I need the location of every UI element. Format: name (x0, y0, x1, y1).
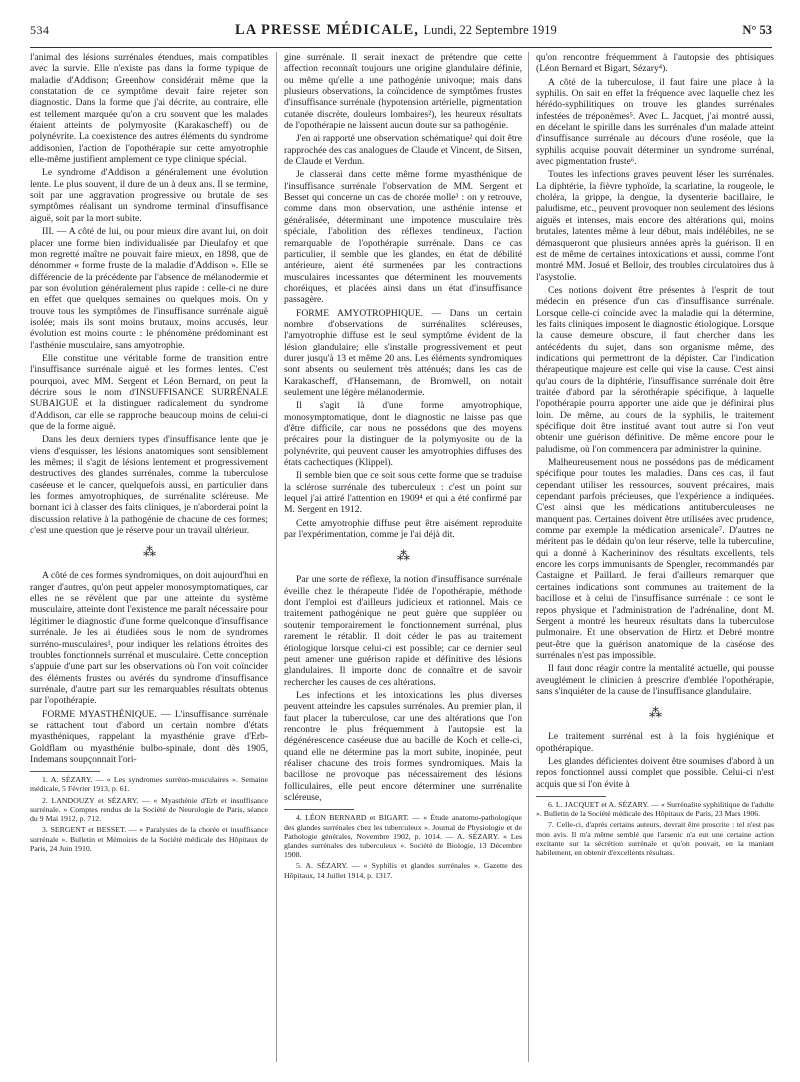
footnote-rule (284, 809, 354, 810)
column-3 (536, 52, 774, 1074)
column-2 (284, 52, 522, 1074)
paragraph: Je classerai dans cette même forme myasthénique de l'insuffisance surrénale l'observation de MM. Sergent et Besset qui concerne un cas de chorée molle³ : on y retrouve, comme dans mon observation, une asthénie intense et généralisée, déterminant une impotence musculaire très spéciale, l'abolition des réflexes tendineux, l'action remarquable de l'opothérapie surrénale. Dans ce cas particulier, il semble que les glandes, en état de débilité antérieure, aient été surmenées par les contractions musculaires incessantes que déterminent les mouvements choréiques, et placées ainsi dans un état d'insuffisance passagère. (284, 169, 522, 306)
paragraph: gine surrénale. Il serait inexact de prétendre que cette affection reconnaît toujours une origine glandulaire définie, ou même qu'elle a une pathogénie univoque; mais dans plusieurs observations, la coïncidence de symptômes frustes d'insuffisance surrénale (hypotension artérielle, pigmentation cutanée discrète, douleurs lombaires²), les heureux résultats de l'opothérapie ne laissent aucun doute sur sa pathogénie. (284, 52, 522, 132)
page-number: 534 (30, 23, 50, 37)
footnote: 7. Celle-ci, d'après certains auteurs, devrait être proscrite : tel n'est pas mon avis. Il m'a même semblé que l'arsenic n'a eut une certaine action excitante sur la sécrétion surrénale et qu'on pouvait, en la maniant habilement, en obtenir d'excellents résultats. (536, 820, 774, 857)
paragraph: Malheureusement nous ne possédons pas de médicament spécifique pour toutes les maladies. Dans ces cas, il faut cependant utiliser les ressources, souvent précaires, mais cependant parfois précieuses, que l'expérience a indiquées. C'est ainsi que les médications antituberculeuses ne manquent pas. Certaines doivent être utilisées avec prudence, comme par exemple la médication arsenicale⁷. D'autres ne méritent pas le dédain qu'on leur réserve, telle la tuberculine, qui a donné à Kacherininov des résultats excellents, tels encore les corps immunisants de Spengler, recommandés par Castaigne et Paillard. Je ferai d'ailleurs remarquer que certaines indications sont communes au traitement de la bacillose et à celui de l'insuffisance surrénale : ce sont le repos physique et l'administration de l'adrénaline, dont M. Sergent a montré les heureux résultats dans la tuberculose pulmonaire. Et une observation de Hirtz et Debré montre peut-être que la guérison anatomique de la caséose des surrénales n'est pas impossible. (536, 457, 774, 661)
paragraph: Il semble bien que ce soit sous cette forme que se traduise la sclérose surrénale des tuberculeux : c'est un point sur lequel j'ai attiré l'attention en 1909⁴ et qui a été confirmé par M. Sergent en 1912. (284, 470, 522, 516)
issue-number: N° 53 (742, 23, 772, 37)
column-divider (276, 52, 277, 1062)
paragraph: Le traitement surrénal est à la fois hygiénique et opothérapique. (536, 731, 774, 754)
section-separator: ⁂ (649, 705, 661, 721)
paragraph: qu'on rencontre fréquemment à l'autopsie des phtisiques (Léon Bernard et Bigart, Sézary⁴). (536, 52, 774, 75)
paragraph: Ces notions doivent être présentes à l'esprit de tout médecin en présence d'un cas d'insuffisance surrénale. Lorsque celle-ci coïncide avec la maladie qui la détermine, les faits cliniques imposent le diagnostic étiologique. Lorsque la cause demeure obscure, il faut chercher dans les antécédents du sujet, dans son organisme même, des indications qui permettront de la dépister. Car l'indication thérapeutique majeure est celle qui vise la cause. C'est ainsi qu'au cours de la diphtérie, l'insuffisance surrénale doit être traitée d'abord par la sérothérapie spécifique, à laquelle l'opothérapie pourra apporter une aide que je définirai plus loin. De même, au cours de la syphilis, le traitement spécifique doit être institué avant tout autre si l'on veut obtenir une guérison définitive. De même encore pour le paludisme, où l'on commencera par administrer la quinine. (536, 284, 774, 455)
paragraph: Il s'agit là d'une forme amyotrophique, monosymptomatique, dont le diagnostic ne laisse pas que d'être difficile, car nous ne possédons que des moyens précaires pour la distinguer de la polymyosite ou de la polynévrite, qui peuvent causer les amyotrophies diffuses des états cachectiques (Klippel). (284, 400, 522, 469)
paragraph: Il faut donc réagir contre la mentalité actuelle, qui pousse aveuglément le clinicien à prescrire d'emblée l'opothérapie, sans s'inquiéter de la cause de l'insuffisance glandulaire. (536, 663, 774, 697)
paragraph: Elle constitue une véritable forme de transition entre l'insuffisance surrénale aiguë et les formes lentes. C'est pourquoi, avec MM. Sergent et Léon Bernard, on peut la décrire sous le nom d'INSUFFISANCE SURRÉNALE SUBAIGUË et la distinguer radicalement du syndrome d'Addison, car elle se rapproche beaucoup moins de celui-ci que de la forme aiguë. (30, 352, 268, 432)
footnote-rule (536, 796, 606, 797)
paragraph: FORME AMYOTROPHIQUE. — Dans un certain nombre d'observations de surrénalites scléreuses, l'amyotrophie diffuse est le seul symptôme évident de la lésion glandulaire; elle s'installe progressivement et peut durer jusqu'à 13 et même 20 ans. Les éléments syndromiques sont absents ou seulement très atténués; dans les cas de Karakascheff, d'Hansemann, de Bromwell, on notait seulement une légère mélanodermie. (284, 307, 522, 398)
paragraph: A côté de la tuberculose, il faut faire une place à la syphilis. On sait en effet la fréquence avec laquelle chez les hérédo-syphilitiques on trouve les glandes surrénales infestées de tréponèmes⁵. Avec L. Jacquet, j'ai montré aussi, en décelant le spirille dans les surrénales d'un malade atteint d'insuffisance surrénale au décours d'une roséole, que la syphilis acquise pouvait déterminer un syndrome surrénal, avec pigmentation fruste⁶. (536, 76, 774, 168)
footnote: 6. L. JACQUET et A. SÉZARY. — « Surrénalite syphilitique de l'adulte ». Bulletin de la Société médicale des Hôpitaux de Paris, 23 Mars 1906. (536, 799, 774, 819)
paragraph: Les glandes déficientes doivent être soumises d'abord à un repos fonctionnel aussi complet que possible. Celui-ci n'est acquis que si l'on évite à (536, 755, 774, 790)
footnote: 1. A. SÉZARY. — « Les syndromes surréno-musculaires ». Semaine médicale, 5 Février 1913, p. 61. (30, 775, 268, 794)
issue-date: Lundi, 22 Septembre 1919 (423, 23, 557, 37)
paragraph: A côté de ces formes syndromiques, on doit aujourd'hui en ranger d'autres, qu'on peut appeler monosymptomatiques, car elles ne se révèlent que par une atteinte du système musculaire, atteinte dont l'existence me paraît nécessaire pour légitimer le diagnostic d'une forme quelconque d'insuffisance surrénale. Je les ai étudiées sous le nom de syndromes surréno-musculaires¹, pour indiquer les relations étroites des troubles fonctionnels surrénal et musculaire. Cette conception s'appuie d'une part sur les observations où l'on voit coïncider des éléments frustes ou avérés du syndrome d'insuffisance surrénale, d'autre part sur les remarquables résultats obtenus par l'opothérapie. (30, 570, 268, 707)
paragraph: Le syndrome d'Addison a généralement une évolution lente. Le plus souvent, il dure de un à deux ans. Il se termine, soit par une aggravation progressive ou brutale de ses symptômes réalisant un syndrome terminal d'insuffisance aiguë, soit par la mort subite. (30, 167, 268, 224)
paragraph: FORME MYASTHÉNIQUE. — L'insuffisance surrénale se rattachent tout d'abord un certain nombre d'états myasthéniques, rappelant la myasthénie grave d'Erb-Goldflam ou myasthénie bulbo-spinale, dont dès 1905, Indemans soupçonnait l'ori- (30, 708, 268, 765)
paragraph: Cette amyotrophie diffuse peut être aisément reproduite par l'expérimentation, comme je l'ai déjà dit. (284, 517, 522, 541)
section-separator: ⁂ (143, 544, 155, 560)
footnote: 2. LANDOUZY et SÉZARY. — « Myasthénie d'Erb et insuffisance surrénale. » Comptes rendus de la Société de Neurologie de Paris, séance du 9 Mai 1912, p. 712. (30, 795, 268, 824)
journal-name: LA PRESSE MÉDICALE, (235, 22, 419, 38)
paragraph: Dans les deux derniers types d'insuffisance lente que je viens d'esquisser, les lésions anatomiques sont sensiblement les mêmes; il s'agit de lésions lentement et progressivement destructives des glandes surrénales, comme la tuberculose caséeuse et le cancer, quelquefois aussi, en particulier dans les formes amyotrophiques, de surrénalite scléreuse. Me bornant ici à classer des faits cliniques, je n'aborderai point la discussion relative à la pathogénie de chacune de ces formes; c'est une question que je réserve pour un travail ultérieur. (30, 434, 268, 537)
footnote: 5. A. SÉZARY. — « Syphilis et glandes surrénales ». Gazette des Hôpitaux, 14 Juillet 1914, p. 1317. (284, 861, 522, 880)
footnote: 3. SERGENT et BESSET. — « Paralysies de la chorée et insuffisance surrénale ». Bulletin et Mémoires de la Société médicale des Hôpitaux de Paris, 24 Juin 1910. (30, 825, 268, 853)
paragraph: III. — A côté de lui, ou pour mieux dire avant lui, on doit placer une forme bien individualisée par Dieulafoy et que mon regretté maître ne pouvait faire mieux, en 1898, que de dénommer « forme fruste de la maladie d'Addison ». Elle se différencie de la précédente par l'absence de mélanodermie et par son évolution généralement plus rapide : celle-ci ne dure en effet que quelques semaines ou quelques mois. On y trouve tous les symptômes de l'insuffisance surrénale aiguë isolée; mais ils sont moins brutaux, moins accusés, leur évolution est moins courte : le phénomène prédominant est l'asthénie musculaire, sans amyotrophie. (30, 226, 268, 351)
footnote-rule (30, 771, 100, 772)
paragraph: Les infections et les intoxications les plus diverses peuvent atteindre les capsules surrénales. Au premier plan, il faut placer la tuberculose, car une des altérations que l'on rencontre le plus fréquemment à l'autopsie est la dégénérescence caséeuse due au bacille de Koch et celle-ci, quand elle ne détermine pas la mort subite, inopinée, peut réaliser chacune des trois formes syndromiques. Mais la bacillose ne provoque pas nécessairement des lésions folliculaires, elle peut encore déterminer une surrénalite scléreuse, (284, 689, 522, 803)
column-1 (30, 52, 268, 1074)
paragraph: l'animal des lésions surrénales étendues, mais compatibles avec la survie. Elle n'existe pas dans la forme typique de maladie d'Addison; Greenhow considérait même que la constatation de ce symptôme devait faire rejeter son diagnostic. Dans la forme que j'ai décrite, au contraire, elle est tellement marquée qu'on a cru souvent que les malades étaient atteints de polymyosite (Karakascheff) ou de polynévrite. La coexistence des autres éléments du syndrome addisonien, l'action de l'opothérapie sur cette amyotrophie elle-même justifient amplement ce type clinique spécial. (30, 52, 268, 166)
page-header (30, 22, 772, 48)
section-separator: ⁂ (397, 548, 409, 564)
paragraph: Toutes les infections graves peuvent léser les surrénales. La diphtérie, la fièvre typhoïde, la scarlatine, la rougeole, le choléra, la grippe, la dengue, la dysenterie bacillaire, le paludisme, etc., peuvent provoquer non seulement des lésions aiguës et intenses, mais encore des altérations qui, moins brutales, latentes même à leur début, mais indélébiles, ne se démasqueront que plusieurs années après la guérison. Il en est de même de certaines intoxications et aussi, comme l'ont montré MM. Josué et Belloir, des troubles circulatoires dus à l'asystolie. (536, 169, 774, 283)
column-divider (528, 52, 529, 1062)
paragraph: Par une sorte de réflexe, la notion d'insuffisance surrénale éveille chez le thérapeute l'idée de l'opothérapie, méthode dont l'emploi est d'ailleurs judicieux et rationnel. Mais ce traitement pathogénique ne peut guère que suppléer ou soutenir temporairement le fonctionnement surrénal, plus rarement le rétablir. Il doit céder le pas au traitement étiologique lorsque celui-ci est possible; car ce dernier seul peut amener une guérison rapide et définitive des lésions glandulaires. Il importe donc de connaître et de savoir rechercher les causes de ces altérations. (284, 574, 522, 688)
paragraph: J'en ai rapporté une observation schématique² qui doit être rapprochée des cas analogues de Claude et Vincent, de Sitsen, de Claude et Verdun. (284, 133, 522, 168)
footnote: 4. LÉON BERNARD et BIGART. — « Étude anatomo-pathologique des glandes surrénales chez les tuberculeux ». Journal de Physiologie et de Pathologie générales, Novembre 1902, p. 1014. — A. SÉZARY. « Les glandes surrénales des tuberculeux ». Société de Biologie, 13 Décembre 1908. (284, 813, 522, 860)
journal-title (235, 22, 557, 39)
